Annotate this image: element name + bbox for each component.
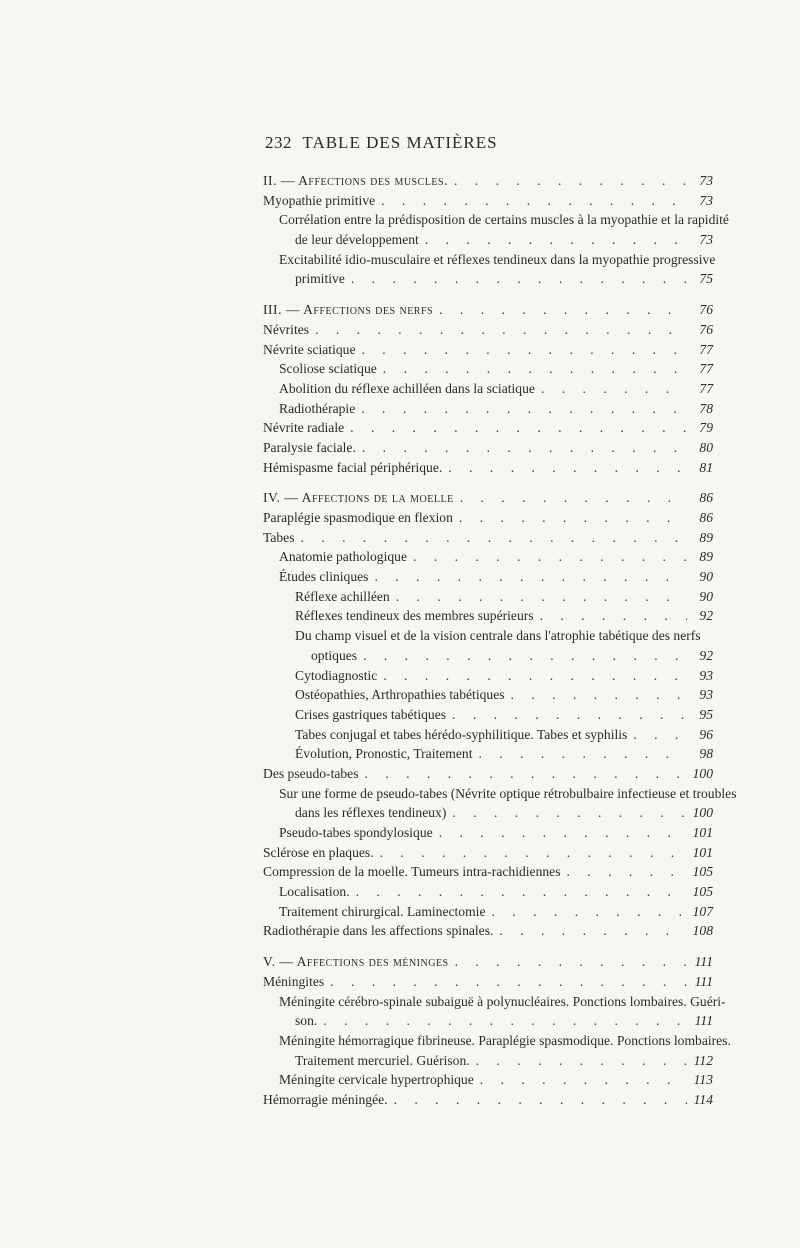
toc-page-number: 93 (699, 667, 713, 683)
toc-page-number: 93 (699, 687, 713, 703)
toc-page-number: 96 (699, 726, 713, 742)
toc-entry-text: Corrélation entre la prédisposition de certains muscles à la myopathie et la rapidité (279, 212, 729, 228)
toc-entry-text: dans les réflexes tendineux) (295, 805, 447, 821)
toc-page-number: 98 (699, 746, 713, 762)
table-of-contents (263, 171, 737, 1110)
toc-page-number: 90 (699, 588, 713, 604)
dot-leader (413, 547, 687, 567)
dot-leader (439, 823, 687, 843)
toc-entry (263, 320, 713, 340)
toc-entry (263, 1051, 713, 1071)
toc-entry-text: Compression de la moelle. Tumeurs intra-rachidiennes (263, 864, 561, 880)
toc-entry-text: Du champ visuel et de la vision centrale dans l'atrophie tabétique des nerfs (295, 628, 701, 644)
dot-leader (459, 508, 687, 528)
dot-leader (425, 230, 687, 250)
dot-leader (361, 399, 687, 419)
toc-page-number: 77 (699, 361, 713, 377)
toc-entry-text: Réflexes tendineux des membres supérieurs (295, 608, 534, 624)
toc-entry-text: Radiothérapie dans les affections spinales. (263, 923, 494, 939)
dot-leader (460, 488, 687, 508)
toc-entry (263, 606, 713, 626)
toc-page-number: 101 (692, 844, 713, 860)
toc-entry (263, 764, 713, 784)
toc-entry (263, 1090, 713, 1110)
toc-entry (263, 862, 713, 882)
toc-entry-text: II. — Affections des muscles. (263, 173, 448, 188)
toc-entry-text: Méningite cérébro-spinale subaiguë à polynucléaires. Ponctions lombaires. Guéri- (279, 993, 726, 1009)
toc-page-number: 76 (699, 321, 713, 337)
toc-entry-text: Scoliose sciatique (279, 361, 377, 377)
toc-entry-text: Méningite hémorragique fibrineuse. Paraplégie spasmodique. Ponctions lombaires. (279, 1032, 731, 1048)
toc-page-number: 79 (699, 420, 713, 436)
toc-entry (263, 547, 713, 567)
dot-leader (452, 803, 686, 823)
toc-entry (263, 418, 713, 438)
toc-entry-text: Localisation. (279, 884, 350, 900)
dot-leader (499, 921, 686, 941)
toc-entry-text: Crises gastriques tabétiques (295, 706, 447, 722)
toc-entry (263, 1011, 713, 1031)
toc-page-number: 105 (692, 884, 713, 900)
toc-entry-text: de leur développement (295, 232, 419, 248)
toc-page-number: 101 (692, 825, 713, 840)
toc-entry-text: Traitement chirurgical. Laminectomie (279, 903, 486, 919)
toc-page-number: 86 (699, 510, 713, 525)
toc-page-number: 92 (699, 608, 713, 624)
dot-leader (362, 438, 687, 458)
toc-page-number: 100 (692, 805, 713, 821)
toc-entry-text: Hémorragie méningée. (263, 1091, 388, 1107)
dot-leader (540, 606, 687, 626)
toc-entry-text: IV. — Affections de la moelle (263, 490, 454, 506)
toc-page-number: 112 (693, 1052, 713, 1068)
toc-entry (263, 823, 713, 843)
toc-section-heading (263, 171, 713, 191)
toc-entry (263, 921, 713, 941)
toc-entry-text: III. — Affections des nerfs (263, 302, 434, 318)
toc-entry-text: Évolution, Pronostic, Traitement (295, 746, 473, 762)
toc-page-number: 81 (699, 459, 713, 475)
toc-page-number: 90 (699, 569, 713, 585)
toc-entry-text: Radiothérapie (279, 400, 356, 416)
toc-page-number: 111 (694, 973, 713, 989)
dot-leader (394, 1090, 687, 1110)
toc-entry (263, 902, 713, 922)
dot-leader (383, 359, 687, 379)
toc-entry-text: Sclérose en plaques. (263, 844, 374, 860)
toc-entry-text: Traitement mercuriel. Guérison. (295, 1052, 470, 1068)
dot-leader (351, 269, 687, 289)
toc-page-number: 73 (699, 232, 713, 248)
toc-entry-text: Névrite radiale (263, 420, 345, 436)
toc-entry-text: Névrite sciatique (263, 341, 356, 357)
toc-entry-text: Cytodiagnostic (295, 667, 378, 683)
dot-leader (350, 418, 687, 438)
toc-entry-text: Abolition du réflexe achilléen dans la sciatique (279, 380, 535, 396)
dot-leader (396, 587, 687, 607)
page-number: 232 (265, 133, 292, 152)
toc-entry (263, 458, 713, 478)
toc-entry-text: Méningites (263, 973, 325, 989)
toc-page-number: 111 (694, 954, 713, 970)
toc-entry (263, 269, 713, 289)
dot-leader (363, 646, 687, 666)
toc-page-number: 86 (699, 490, 713, 506)
toc-page-number: 89 (699, 529, 713, 545)
toc-entry-text: Pseudo-tabes spondylosique (279, 825, 433, 840)
toc-entry (263, 438, 713, 458)
toc-entry (263, 843, 713, 863)
toc-entry-text: Névrites (263, 321, 310, 337)
toc-entry-text: Paralysie faciale. (263, 439, 356, 455)
toc-entry (263, 725, 713, 745)
toc-page-number: 76 (699, 302, 713, 318)
toc-page-number: 73 (699, 173, 713, 188)
dot-leader (476, 1051, 687, 1071)
toc-entry-text: Excitabilité idio-musculaire et réflexes tendineux dans la myopathie progressive (279, 251, 716, 267)
toc-entry (263, 528, 713, 548)
toc-section-heading (263, 300, 713, 320)
toc-entry-text: Paraplégie spasmodique en flexion (263, 510, 453, 525)
toc-page-number: 77 (699, 341, 713, 357)
toc-entry-text: primitive (295, 271, 345, 287)
dot-leader (478, 744, 687, 764)
toc-entry (263, 399, 713, 419)
toc-page-number: 77 (699, 380, 713, 396)
dot-leader (511, 685, 687, 705)
toc-entry-text: Hémispasme facial périphérique. (263, 459, 443, 475)
dot-leader (455, 952, 687, 972)
toc-entry (263, 508, 713, 528)
toc-entry-text: Tabes (263, 529, 295, 545)
dot-leader (383, 666, 687, 686)
dot-leader (492, 902, 687, 922)
toc-entry-text: Études cliniques (279, 569, 369, 585)
toc-page-number: 100 (692, 765, 713, 781)
dot-leader (381, 191, 687, 211)
page-header (0, 133, 800, 157)
toc-page-number: 114 (693, 1091, 713, 1107)
toc-entry (263, 230, 713, 250)
toc-page-number: 80 (699, 439, 713, 455)
toc-entry-text: Méningite cervicale hypertrophique (279, 1072, 474, 1088)
toc-entry-text: Ostéopathies, Arthropathies tabétiques (295, 687, 505, 703)
dot-leader (541, 379, 687, 399)
toc-entry-text: Tabes conjugal et tabes hérédo-syphilitique. Tabes et syphilis (295, 726, 628, 742)
running-title: TABLE DES MATIÈRES (302, 133, 498, 152)
toc-page-number: 95 (699, 706, 713, 722)
toc-page-number: 105 (692, 864, 713, 880)
toc-entry (263, 359, 713, 379)
toc-entry (263, 803, 713, 823)
toc-entry (263, 567, 713, 587)
toc-entry (263, 340, 713, 360)
dot-leader (452, 705, 687, 725)
dot-leader (301, 528, 687, 548)
dot-leader (448, 458, 687, 478)
toc-entry-text: optiques (311, 647, 358, 663)
toc-page-number: 92 (699, 647, 713, 663)
dot-leader (567, 862, 687, 882)
dot-leader (380, 843, 687, 863)
toc-entry (263, 379, 713, 399)
dot-leader (454, 171, 687, 191)
toc-entry (263, 705, 713, 725)
toc-section-heading (263, 952, 713, 972)
toc-page-number: 107 (692, 903, 713, 919)
toc-entry (263, 666, 713, 686)
dot-leader (315, 320, 687, 340)
toc-page-number: 108 (692, 923, 713, 939)
toc-entry-text: son. (295, 1013, 318, 1029)
toc-entry (263, 744, 713, 764)
toc-entry (263, 191, 713, 211)
toc-page-number: 78 (699, 400, 713, 416)
dot-leader (330, 972, 687, 992)
dot-leader (439, 300, 687, 320)
toc-entry-text: Sur une forme de pseudo-tabes (Névrite optique rétrobulbaire infectieuse et troubles (279, 785, 737, 801)
dot-leader (374, 567, 687, 587)
toc-page-number: 113 (693, 1072, 713, 1088)
toc-page-number: 75 (699, 271, 713, 287)
toc-entry-text: V. — Affections des méninges (263, 954, 449, 970)
toc-entry-text: Réflexe achilléen (295, 588, 390, 604)
toc-entry (263, 882, 713, 902)
toc-entry (263, 587, 713, 607)
toc-entry (263, 685, 713, 705)
toc-entry-text: Anatomie pathologique (279, 549, 407, 565)
toc-entry-text: Myopathie primitive (263, 192, 376, 208)
toc-entry-text: Des pseudo-tabes (263, 765, 359, 781)
toc-page-number: 73 (699, 192, 713, 208)
dot-leader (365, 764, 687, 784)
toc-entry (263, 646, 713, 666)
dot-leader (480, 1070, 687, 1090)
dot-leader (323, 1011, 687, 1031)
dot-leader (361, 340, 687, 360)
toc-page-number: 89 (699, 549, 713, 565)
toc-section-heading (263, 488, 713, 508)
toc-entry (263, 972, 713, 992)
dot-leader (633, 725, 687, 745)
toc-entry (263, 1070, 713, 1090)
toc-page-number: 111 (694, 1013, 713, 1029)
dot-leader (356, 882, 687, 902)
